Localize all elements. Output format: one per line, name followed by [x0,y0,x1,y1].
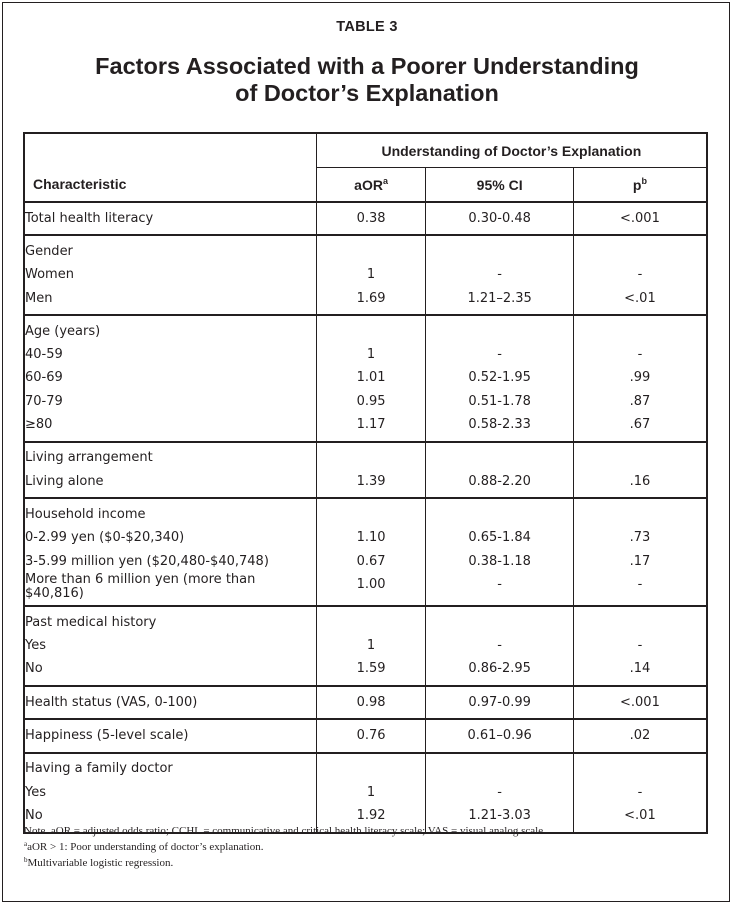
table-label: TABLE 3 [336,19,398,35]
row-aor: 1.01 [316,367,426,390]
table-row [24,634,707,657]
table-row [24,527,707,550]
row-p: .87 [573,390,707,413]
row-aor: 0.98 [316,686,426,719]
row-label: 40-59 [25,347,63,363]
row-p: <.01 [573,287,707,315]
note-a-text: aOR > 1: Poor understanding of doctor’s explanation. [27,841,264,853]
table-title [0,53,734,107]
empty-cell [316,235,426,263]
table-row [24,470,707,498]
row-p: .73 [573,527,707,550]
row-aor: 1 [316,634,426,657]
header-group-label: Understanding of Doctor’s Explanation [316,133,707,168]
row-p: .02 [573,719,707,752]
row-p: - [573,264,707,287]
row-p: .17 [573,550,707,573]
row-aor: 1.69 [316,287,426,315]
note-a-mark: a [24,840,28,848]
table-row [24,343,707,366]
row-aor: 1.92 [316,804,426,832]
row-label: Yes [25,784,46,800]
empty-cell [573,442,707,470]
table-row [24,264,707,287]
row-ci: 0.38-1.18 [426,550,574,573]
row-ci: - [426,343,574,366]
row-label: 70-79 [25,393,63,409]
header-blank [24,133,316,168]
table-row [24,235,707,263]
table-row [24,686,707,719]
table-row [24,606,707,634]
table-row [24,498,707,526]
header-aor-sup: a [382,175,388,186]
row-label: Total health literacy [25,210,154,226]
table-row [24,781,707,804]
table-row [24,573,707,606]
group-heading: Living arrangement [25,450,153,466]
row-p: - [573,781,707,804]
empty-cell [316,606,426,634]
table-row [24,753,707,781]
header-aor-text: aOR [354,176,383,193]
group-gender [24,235,707,315]
row-ci: - [426,573,574,606]
empty-cell [573,235,707,263]
empty-cell [316,315,426,343]
row-ci: 0.52-1.95 [426,367,574,390]
header-row-group [24,133,707,168]
table-row [24,287,707,315]
table-row [24,442,707,470]
group-past-medical-history [24,606,707,686]
row-p: - [573,573,707,606]
row-label: No [25,807,43,823]
row-ci: 0.58-2.33 [426,413,574,441]
row-ci: 0.97-0.99 [426,686,574,719]
row-label: 3-5.99 million yen ($20,480-$40,748) [25,553,269,569]
title-line-2: of Doctor’s Explanation [235,80,499,106]
empty-cell [573,315,707,343]
row-ci: - [426,264,574,287]
row-p: .16 [573,470,707,498]
row-aor: 1 [316,781,426,804]
row-aor: 1 [316,343,426,366]
row-p: .99 [573,367,707,390]
row-aor: 1.17 [316,413,426,441]
table-row [24,413,707,441]
row-ci: 1.21-3.03 [426,804,574,832]
row-aor: 0.38 [316,202,426,235]
row-label: Health status (VAS, 0-100) [25,694,198,710]
row-label: More than 6 million yen (more than $40,816) [25,572,256,602]
row-p: .14 [573,658,707,686]
table-row [24,390,707,413]
note-a [24,839,714,855]
row-aor: 1.39 [316,470,426,498]
group-living-arrangement [24,442,707,499]
row-label: Living alone [25,473,104,489]
table-row [24,202,707,235]
group-heading: Age (years) [25,323,101,339]
row-aor: 0.95 [316,390,426,413]
note-b-text: Multivariable logistic regression. [27,857,174,869]
data-table [23,132,708,834]
group-age [24,315,707,441]
row-p: <.001 [573,202,707,235]
row-aor: 1 [316,264,426,287]
empty-cell [573,498,707,526]
group-heading: Gender [25,243,73,259]
table-row [24,719,707,752]
group-heading: Household income [25,506,146,522]
table-notes [24,823,714,871]
table-row [24,550,707,573]
group-household-income [24,498,707,606]
group-family-doctor [24,753,707,833]
row-label: 60-69 [25,370,63,386]
row-p: <.001 [573,686,707,719]
empty-cell [426,235,574,263]
row-label: Women [25,267,74,283]
table-row [24,658,707,686]
note-b [24,855,714,871]
empty-cell [573,606,707,634]
row-aor: 1.59 [316,658,426,686]
group-happiness [24,719,707,752]
row-p: <.01 [573,804,707,832]
table-row [24,367,707,390]
group-heading: Past medical history [25,614,157,630]
row-aor: 1.10 [316,527,426,550]
empty-cell [573,753,707,781]
empty-cell [426,315,574,343]
header-characteristic: Characteristic [33,176,127,193]
group-heading: Having a family doctor [25,761,173,777]
group-health-status [24,686,707,719]
header-row-columns [24,168,707,203]
header-p-sup: b [641,175,647,186]
row-label: ≥80 [25,417,53,433]
note-abbreviations: Note. aOR = adjusted odds ratio; CCHL = communicative and critical health literacy scale; VAS = visual analog scale. [24,825,546,837]
row-ci: 0.65-1.84 [426,527,574,550]
row-aor: 1.00 [316,573,426,606]
title-line-1: Factors Associated with a Poorer Understanding [95,53,639,79]
header-p [573,168,707,203]
row-label: 0-2.99 yen ($0-$20,340) [25,530,185,546]
empty-cell [316,753,426,781]
header-p-text: p [632,176,642,193]
row-label: Yes [25,638,46,654]
row-ci: 0.88-2.20 [426,470,574,498]
row-ci: - [426,634,574,657]
table-row [24,315,707,343]
row-ci: 1.21–2.35 [426,287,574,315]
empty-cell [316,498,426,526]
row-aor: 0.76 [316,719,426,752]
row-ci: 0.61–0.96 [426,719,574,752]
row-p: .67 [573,413,707,441]
header-ci: 95% CI [426,168,574,203]
row-ci: 0.86-2.95 [426,658,574,686]
empty-cell [426,606,574,634]
row-ci: - [426,781,574,804]
row-p: - [573,343,707,366]
row-label: Happiness (5-level scale) [25,727,189,743]
empty-cell [426,442,574,470]
row-ci: 0.30-0.48 [426,202,574,235]
row-p: - [573,634,707,657]
note-b-mark: b [24,856,28,864]
group-total-health-literacy [24,202,707,235]
row-label: No [25,661,43,677]
empty-cell [316,442,426,470]
header-aor [316,168,426,203]
row-ci: 0.51-1.78 [426,390,574,413]
row-label: Men [25,290,53,306]
row-aor: 0.67 [316,550,426,573]
empty-cell [426,753,574,781]
empty-cell [426,498,574,526]
